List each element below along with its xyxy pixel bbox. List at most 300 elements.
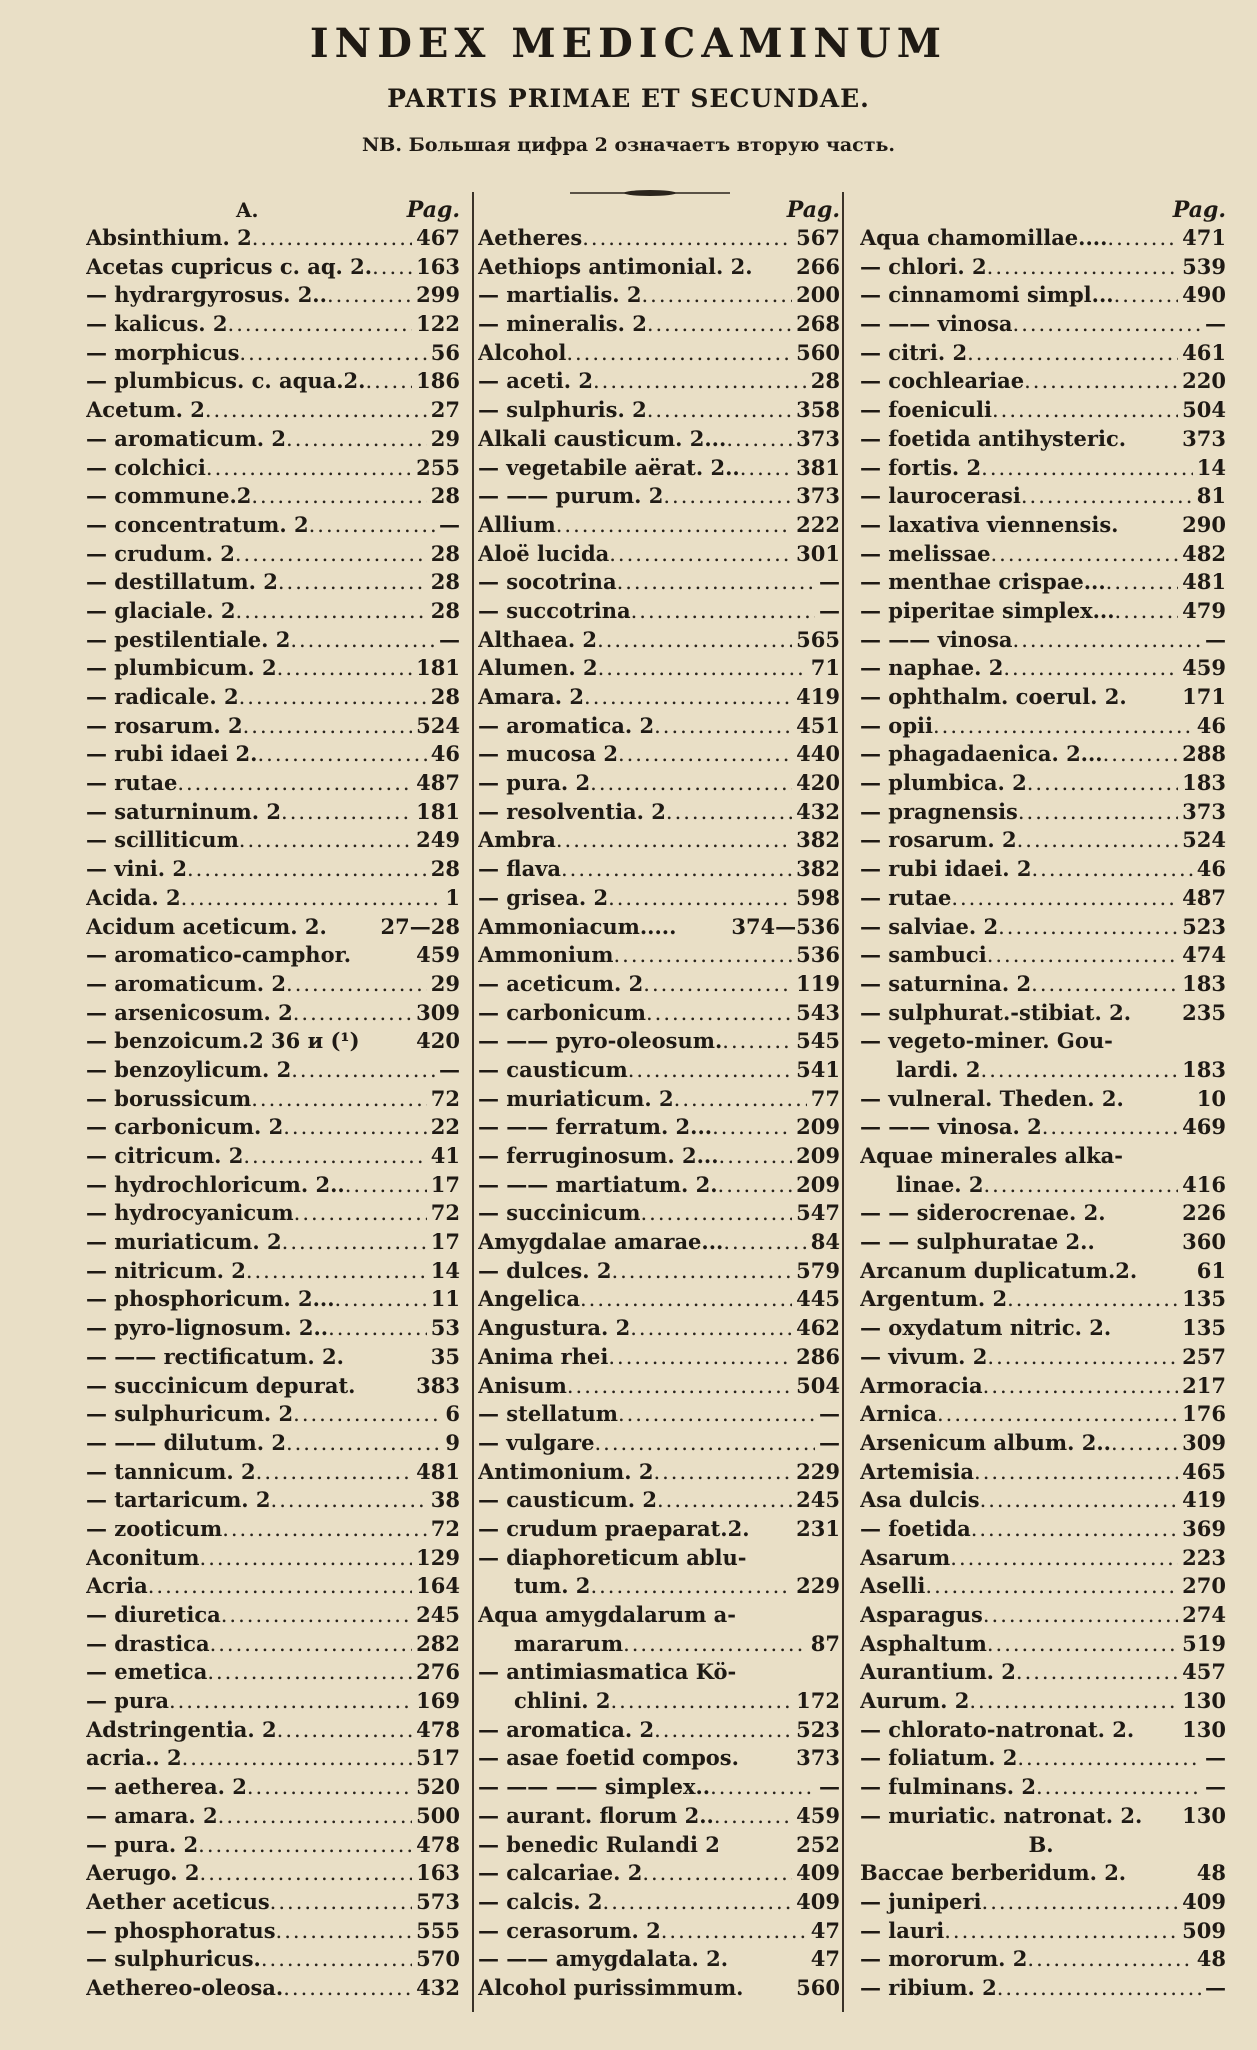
entry-name: — amara. 2 bbox=[86, 1802, 218, 1828]
entry-name: — martialis. 2 bbox=[478, 282, 642, 308]
dot-leader bbox=[247, 1773, 412, 1802]
entry-name: Aloë lucida bbox=[478, 540, 610, 566]
dot-leader bbox=[1027, 769, 1178, 798]
entry-page: 163 bbox=[416, 1860, 460, 1886]
dot-leader bbox=[714, 1802, 792, 1831]
entry-page: 474 bbox=[1182, 942, 1226, 968]
entry-page: 27—28 bbox=[380, 913, 460, 939]
entry-page: 373 bbox=[796, 1745, 840, 1771]
dot-leader bbox=[640, 1199, 792, 1228]
index-entry bbox=[86, 1515, 460, 1544]
index-entry bbox=[86, 1744, 460, 1773]
index-entry bbox=[86, 1630, 460, 1659]
entry-page: 487 bbox=[416, 770, 460, 796]
entry-page: 61 bbox=[1196, 1257, 1226, 1283]
dot-leader bbox=[251, 482, 426, 511]
entry-name: Aselli bbox=[860, 1573, 926, 1599]
dot-leader bbox=[200, 1859, 413, 1888]
entry-name: — pura bbox=[86, 1688, 169, 1714]
index-entry bbox=[478, 1572, 840, 1601]
entry-page: 164 bbox=[416, 1573, 460, 1599]
index-entry bbox=[86, 253, 460, 282]
index-entry bbox=[86, 1974, 460, 2003]
entry-page: 28 bbox=[430, 856, 460, 882]
dot-leader bbox=[261, 1945, 412, 1974]
entry-name: — succinicum depurat. bbox=[86, 1372, 356, 1398]
index-entry bbox=[86, 1113, 460, 1142]
index-entry bbox=[86, 712, 460, 741]
entry-name: — vegeto-miner. Gou- bbox=[860, 1028, 1113, 1054]
entry-name: lardi. 2 bbox=[896, 1056, 981, 1082]
dot-leader bbox=[246, 1257, 427, 1286]
index-entry bbox=[86, 1687, 460, 1716]
index-entry bbox=[860, 1486, 1226, 1515]
dot-leader bbox=[980, 1486, 1179, 1515]
dot-leader bbox=[207, 1658, 412, 1687]
index-entry bbox=[860, 626, 1226, 655]
entry-name: — —— martiatum. 2. bbox=[478, 1171, 718, 1197]
entry-page: 27 bbox=[430, 397, 460, 423]
entry-page: 235 bbox=[1182, 999, 1226, 1025]
index-entry bbox=[860, 1716, 1226, 1745]
dot-leader bbox=[277, 654, 413, 683]
dot-leader bbox=[967, 339, 1178, 368]
index-entry bbox=[478, 1486, 840, 1515]
index-entry bbox=[860, 1658, 1226, 1687]
dot-leader bbox=[243, 1142, 426, 1171]
entry-page: — bbox=[439, 626, 460, 652]
entry-page: 77 bbox=[810, 1085, 840, 1111]
entry-page: 478 bbox=[416, 1716, 460, 1742]
dot-leader bbox=[1024, 367, 1178, 396]
page-column-label: Pag. bbox=[406, 197, 460, 223]
index-entry bbox=[478, 1773, 840, 1802]
entry-page: 567 bbox=[796, 225, 840, 250]
entry-page: 129 bbox=[416, 1544, 460, 1570]
index-entry bbox=[860, 740, 1226, 769]
entry-page: 14 bbox=[430, 1257, 460, 1283]
index-entry bbox=[86, 1773, 460, 1802]
entry-page: 28 bbox=[810, 368, 840, 394]
entry-page: 223 bbox=[1182, 1544, 1226, 1570]
entry-page: 481 bbox=[1182, 569, 1226, 595]
entry-page: 457 bbox=[1182, 1659, 1226, 1685]
index-entry bbox=[86, 482, 460, 511]
index-entry bbox=[860, 1458, 1226, 1487]
entry-name: — aurant. florum 2.. bbox=[478, 1802, 714, 1828]
dot-leader bbox=[556, 826, 792, 855]
index-entry bbox=[86, 1228, 460, 1257]
entry-name: — muriatic. natronat. 2. bbox=[860, 1802, 1143, 1828]
index-entry bbox=[86, 941, 460, 970]
entry-page: 122 bbox=[416, 311, 460, 337]
dot-leader bbox=[643, 970, 792, 999]
index-entry bbox=[86, 281, 460, 310]
entry-name: — menthae crispae... bbox=[860, 569, 1106, 595]
entry-name: — —— purum. 2 bbox=[478, 483, 664, 509]
index-entry bbox=[478, 568, 840, 597]
entry-page: 245 bbox=[416, 1602, 460, 1627]
entry-name: Aqua chamomillae.... bbox=[860, 225, 1108, 250]
index-entry bbox=[478, 999, 840, 1028]
entry-page: 220 bbox=[1182, 368, 1226, 394]
entry-name: — kalicus. 2 bbox=[86, 311, 228, 337]
index-entry bbox=[860, 310, 1226, 339]
index-entry bbox=[478, 339, 840, 368]
entry-name: — aromaticum. 2 bbox=[86, 970, 287, 996]
index-entry bbox=[86, 654, 460, 683]
index-entry bbox=[86, 1458, 460, 1487]
index-entry bbox=[86, 626, 460, 655]
index-entry bbox=[86, 310, 460, 339]
column-divider-1 bbox=[472, 192, 474, 2012]
entry-page: 358 bbox=[796, 397, 840, 423]
index-entry bbox=[478, 1515, 840, 1544]
index-entry bbox=[860, 482, 1226, 511]
entry-page: 451 bbox=[796, 712, 840, 738]
entry-page: 209 bbox=[796, 1114, 840, 1140]
entry-page: 299 bbox=[416, 282, 460, 308]
dot-leader bbox=[327, 281, 412, 310]
entry-name: — plumbica. 2 bbox=[860, 770, 1027, 796]
entry-page: 382 bbox=[796, 856, 840, 882]
entry-name: — morphicus bbox=[86, 339, 240, 365]
entry-page: 56 bbox=[430, 339, 460, 365]
dot-leader bbox=[623, 1630, 807, 1659]
index-entry bbox=[478, 1601, 840, 1630]
dot-leader bbox=[598, 654, 807, 683]
dot-leader bbox=[608, 884, 792, 913]
entry-name: — opii bbox=[860, 712, 933, 738]
index-entry bbox=[478, 540, 840, 569]
entry-page: 467 bbox=[416, 225, 460, 250]
entry-page: 46 bbox=[1196, 856, 1226, 882]
dot-leader bbox=[674, 1085, 807, 1114]
index-entry bbox=[86, 1802, 460, 1831]
index-entry bbox=[860, 253, 1226, 282]
entry-name: Amara. 2 bbox=[478, 684, 585, 709]
index-entry bbox=[478, 1429, 840, 1458]
index-entry bbox=[860, 597, 1226, 626]
entry-name: Aether aceticus bbox=[86, 1888, 270, 1914]
dot-leader bbox=[1017, 826, 1179, 855]
entry-name: — benzoylicum. 2 bbox=[86, 1056, 292, 1082]
index-entry bbox=[478, 1859, 840, 1888]
dot-leader bbox=[740, 454, 792, 483]
entry-name: — ferruginosum. 2... bbox=[478, 1143, 719, 1168]
dot-leader bbox=[257, 740, 426, 769]
index-entry bbox=[86, 224, 460, 253]
entry-name: — rutae bbox=[860, 884, 952, 910]
index-entry bbox=[478, 1257, 840, 1286]
entry-page: 130 bbox=[1182, 1716, 1226, 1742]
entry-name: — sulphuris. 2 bbox=[478, 397, 647, 423]
entry-name: Althaea. 2 bbox=[478, 626, 598, 652]
entry-name: Asphaltum bbox=[860, 1630, 987, 1656]
entry-name: — causticum. 2 bbox=[478, 1487, 657, 1513]
entry-page: 409 bbox=[796, 1888, 840, 1914]
entry-page: 373 bbox=[796, 483, 840, 509]
dot-leader bbox=[282, 1228, 427, 1257]
entry-name: — flava bbox=[478, 856, 561, 882]
entry-name: — tannicum. 2 bbox=[86, 1458, 256, 1484]
entry-name: — foliatum. 2 bbox=[860, 1745, 1018, 1771]
index-entry bbox=[86, 1142, 460, 1171]
index-entry bbox=[478, 425, 840, 454]
dot-leader bbox=[222, 1515, 427, 1544]
dot-leader bbox=[239, 683, 427, 712]
entry-name: — phagadaenica. 2... bbox=[860, 741, 1103, 767]
dot-leader bbox=[1007, 1285, 1178, 1314]
entry-name: — salviae. 2 bbox=[860, 913, 999, 939]
entry-name: — hydrochloricum. 2.. bbox=[86, 1171, 345, 1197]
entry-name: — chlori. 2 bbox=[860, 253, 987, 279]
entry-page: 504 bbox=[1182, 397, 1226, 423]
dot-leader bbox=[335, 1285, 427, 1314]
index-entry bbox=[478, 826, 840, 855]
index-entry bbox=[86, 683, 460, 712]
entry-name: — mororum. 2 bbox=[860, 1946, 1028, 1972]
index-entry bbox=[860, 1027, 1226, 1056]
index-entry bbox=[860, 1515, 1226, 1544]
dot-leader bbox=[937, 1400, 1178, 1429]
dot-leader bbox=[290, 626, 435, 655]
dot-leader bbox=[239, 339, 426, 368]
entry-name: — succinicum bbox=[478, 1200, 641, 1226]
index-entry bbox=[86, 970, 460, 999]
entry-page: 41 bbox=[430, 1143, 460, 1168]
entry-name: Aurum. 2 bbox=[860, 1688, 970, 1714]
entry-name: — melissae bbox=[860, 540, 991, 566]
entry-page: 565 bbox=[796, 626, 840, 652]
entry-page: 48 bbox=[1196, 1860, 1226, 1886]
dot-leader bbox=[987, 941, 1178, 970]
entry-name: Armoracia bbox=[860, 1372, 983, 1398]
entry-page: 169 bbox=[416, 1688, 460, 1714]
index-entry bbox=[860, 568, 1226, 597]
index-entry bbox=[86, 454, 460, 483]
index-entry bbox=[860, 511, 1226, 540]
index-entry bbox=[478, 1917, 840, 1946]
entry-name: — destillatum. 2 bbox=[86, 569, 278, 595]
entry-name: Arnica bbox=[860, 1401, 937, 1427]
index-entry bbox=[86, 540, 460, 569]
entry-page: 46 bbox=[1196, 712, 1226, 738]
entry-name: — antimiasmatica Kö- bbox=[478, 1659, 737, 1685]
entry-name: Aethereo-oleosa. bbox=[86, 1974, 284, 2000]
entry-page: 459 bbox=[1182, 655, 1226, 681]
index-entry bbox=[86, 740, 460, 769]
entry-page: 524 bbox=[416, 712, 460, 738]
entry-name: — aceticum. 2 bbox=[478, 970, 644, 996]
entry-name: — rubi idaei. 2 bbox=[860, 856, 1032, 882]
entry-page: 288 bbox=[1182, 741, 1226, 767]
entry-name: Acidum aceticum. 2. bbox=[86, 913, 327, 939]
dot-leader bbox=[1003, 654, 1178, 683]
index-entry bbox=[860, 1974, 1226, 2003]
entry-page: 229 bbox=[796, 1573, 840, 1599]
dot-leader bbox=[239, 826, 412, 855]
entry-name: — ribium. 2 bbox=[860, 1974, 997, 2000]
dot-leader bbox=[1013, 626, 1201, 655]
entry-name: — pura. 2 bbox=[86, 1831, 199, 1857]
entry-page: 47 bbox=[810, 1946, 840, 1972]
entry-name: — phosphoratus bbox=[86, 1917, 276, 1943]
dot-leader bbox=[1115, 597, 1179, 626]
index-entry bbox=[860, 1429, 1226, 1458]
dot-leader bbox=[205, 396, 427, 425]
index-entry bbox=[478, 1458, 840, 1487]
entry-name: — foetida bbox=[860, 1515, 971, 1541]
entry-page: 541 bbox=[796, 1056, 840, 1082]
entry-page: 268 bbox=[796, 311, 840, 337]
index-entry bbox=[478, 1687, 840, 1716]
dot-leader bbox=[594, 1429, 815, 1458]
entry-name: — causticum bbox=[478, 1056, 628, 1082]
index-entry bbox=[478, 1630, 840, 1659]
entry-name: Aurantium. 2 bbox=[860, 1659, 1016, 1685]
entry-name: — asae foetid compos. bbox=[478, 1745, 739, 1771]
index-entry bbox=[478, 1716, 840, 1745]
dot-leader bbox=[723, 1228, 806, 1257]
entry-page: 171 bbox=[1182, 684, 1226, 709]
entry-page: 482 bbox=[1182, 540, 1226, 566]
dot-leader bbox=[1016, 1658, 1178, 1687]
entry-name: — radicale. 2 bbox=[86, 684, 239, 709]
entry-page: 47 bbox=[810, 1917, 840, 1943]
entry-page: 536 bbox=[796, 942, 840, 968]
entry-name: Angelica bbox=[478, 1286, 580, 1312]
entry-page: 560 bbox=[796, 1974, 840, 2000]
index-entry bbox=[86, 1085, 460, 1114]
entry-name: Artemisia bbox=[860, 1458, 975, 1484]
dot-leader bbox=[177, 769, 412, 798]
dot-leader bbox=[925, 1572, 1178, 1601]
index-entry bbox=[86, 1572, 460, 1601]
entry-name: Asparagus bbox=[860, 1602, 983, 1627]
dot-leader bbox=[608, 1343, 792, 1372]
entry-page: 46 bbox=[430, 741, 460, 767]
entry-page: 6 bbox=[445, 1401, 460, 1427]
index-entry bbox=[860, 1945, 1226, 1974]
entry-page: 72 bbox=[430, 1200, 460, 1226]
index-entry bbox=[860, 224, 1226, 253]
dot-leader bbox=[228, 310, 413, 339]
index-entry bbox=[860, 1630, 1226, 1659]
entry-page: 72 bbox=[430, 1085, 460, 1111]
entry-name: — —— amygdalata. 2. bbox=[478, 1946, 729, 1972]
entry-name: — crudum. 2 bbox=[86, 540, 235, 566]
dot-leader bbox=[580, 1285, 792, 1314]
dot-leader bbox=[642, 1859, 792, 1888]
index-entry bbox=[478, 913, 840, 942]
column-header bbox=[860, 196, 1226, 224]
dot-leader bbox=[983, 1171, 1178, 1200]
entry-name: — naphae. 2 bbox=[860, 655, 1004, 681]
dot-leader bbox=[657, 1486, 792, 1515]
index-entry bbox=[478, 1199, 840, 1228]
dot-leader bbox=[235, 540, 427, 569]
entry-page: — bbox=[819, 569, 840, 595]
index-entry bbox=[478, 1285, 840, 1314]
entry-page: 29 bbox=[430, 970, 460, 996]
dot-leader bbox=[1018, 798, 1178, 827]
entry-name: Acetas cupricus c. aq. 2. bbox=[86, 253, 373, 279]
index-entry bbox=[860, 884, 1226, 913]
entry-page: 461 bbox=[1182, 339, 1226, 365]
entry-name: — juniperi bbox=[860, 1888, 982, 1914]
entry-page: 301 bbox=[796, 540, 840, 566]
entry-page: 420 bbox=[416, 1028, 460, 1054]
entry-name: — vivum. 2 bbox=[860, 1343, 988, 1369]
index-entry bbox=[860, 425, 1226, 454]
entry-page: — bbox=[819, 1401, 840, 1427]
dot-leader bbox=[722, 1027, 792, 1056]
index-entry bbox=[86, 367, 460, 396]
dot-leader bbox=[291, 1056, 435, 1085]
index-entry bbox=[86, 1257, 460, 1286]
entry-page: 555 bbox=[416, 1917, 460, 1943]
dot-leader bbox=[286, 425, 427, 454]
entry-page: 432 bbox=[416, 1974, 460, 2000]
entry-name: — rubi idaei 2. bbox=[86, 741, 258, 767]
entry-page: 209 bbox=[796, 1171, 840, 1197]
entry-page: 360 bbox=[1182, 1229, 1226, 1255]
entry-name: mararum bbox=[514, 1630, 624, 1656]
entry-name: acria.. 2 bbox=[86, 1745, 182, 1771]
entry-name: — —— rectificatum. 2. bbox=[86, 1343, 344, 1369]
index-entry bbox=[86, 913, 460, 942]
entry-name: — diaphoreticum ablu- bbox=[478, 1544, 747, 1570]
section-letter: A. bbox=[236, 198, 259, 222]
entry-page: 130 bbox=[1182, 1688, 1226, 1714]
entry-page: 459 bbox=[796, 1802, 840, 1828]
entry-name: — —— vinosa. 2 bbox=[860, 1114, 1042, 1140]
entry-page: 183 bbox=[1182, 1056, 1226, 1082]
entry-name: — sulphuricus. bbox=[86, 1946, 261, 1972]
dot-leader bbox=[628, 1056, 792, 1085]
entry-page: 290 bbox=[1182, 511, 1226, 537]
entry-name: — calcariae. 2 bbox=[478, 1860, 643, 1886]
entry-name: Alumen. 2 bbox=[478, 655, 598, 681]
dot-leader bbox=[561, 855, 792, 884]
entry-page: 517 bbox=[416, 1745, 460, 1771]
entry-page: 523 bbox=[796, 1716, 840, 1742]
entry-name: — laxativa viennensis. bbox=[860, 511, 1119, 537]
entry-name: — vegetabile aërat. 2.. bbox=[478, 454, 740, 480]
entry-page: 373 bbox=[1182, 798, 1226, 824]
entry-name: Anima rhei bbox=[478, 1343, 609, 1369]
dot-leader bbox=[647, 310, 792, 339]
entry-page: 373 bbox=[1182, 425, 1226, 451]
entry-name: — aromatica. 2 bbox=[478, 1716, 655, 1742]
index-entry bbox=[86, 1658, 460, 1687]
index-entry bbox=[860, 712, 1226, 741]
index-entry bbox=[860, 281, 1226, 310]
entry-page: 87 bbox=[810, 1630, 840, 1656]
index-entry bbox=[86, 1486, 460, 1515]
dot-leader bbox=[971, 1515, 1178, 1544]
entry-page: 249 bbox=[416, 827, 460, 853]
index-entry bbox=[86, 1945, 460, 1974]
entry-page: 270 bbox=[1182, 1573, 1226, 1599]
dot-leader bbox=[309, 511, 435, 540]
entry-page: 9 bbox=[445, 1429, 460, 1455]
entry-name: — foetida antihysteric. bbox=[860, 425, 1127, 451]
page-subtitle: PARTIS PRIMAE ET SECUNDAE. bbox=[387, 84, 870, 113]
entry-page: 381 bbox=[796, 454, 840, 480]
entry-name: Aerugo. 2 bbox=[86, 1860, 200, 1886]
